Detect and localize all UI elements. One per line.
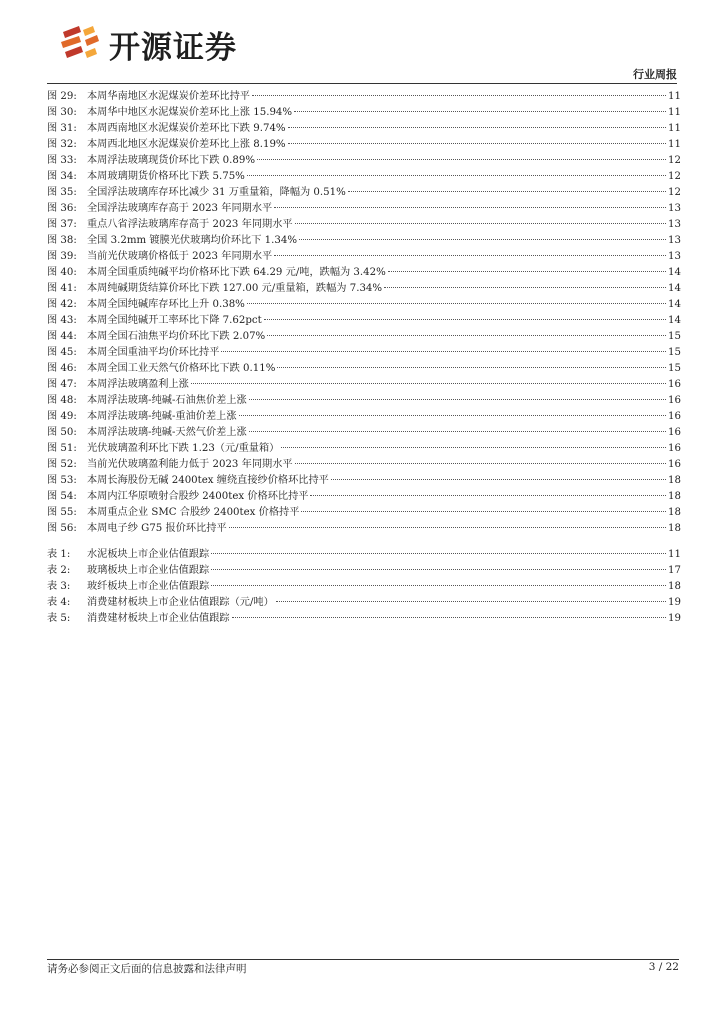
entry-label: 图 45: (47, 347, 77, 358)
dot-leader (299, 239, 666, 240)
table-toc-entry[interactable] (47, 611, 681, 627)
entry-label: 图 51: (47, 443, 77, 454)
entry-page: 14 (668, 267, 681, 278)
entry-label: 图 46: (47, 363, 77, 374)
entry-label: 图 54: (47, 491, 77, 502)
dot-leader (288, 143, 666, 144)
entry-page: 13 (668, 203, 681, 214)
entry-page: 16 (668, 459, 681, 470)
entry-title: 全国浮法玻璃库存高于 2023 年同期水平 (87, 203, 273, 214)
entry-label: 图 47: (47, 379, 77, 390)
entry-page: 15 (668, 347, 681, 358)
figure-toc-entry[interactable] (47, 249, 681, 265)
entry-title: 本周西南地区水泥煤炭价差环比下跌 9.74% (87, 123, 286, 134)
entry-page: 16 (668, 411, 681, 422)
report-type: 行业周报 (633, 68, 677, 81)
entry-label: 图 41: (47, 283, 77, 294)
entry-label: 图 42: (47, 299, 77, 310)
header-divider (47, 83, 677, 84)
dot-leader (294, 111, 666, 112)
dot-leader (310, 495, 666, 496)
entry-title: 本周重点企业 SMC 合股纱 2400tex 价格持平 (87, 507, 300, 518)
entry-title: 本周纯碱期货结算价环比下跌 127.00 元/重量箱，跌幅为 7.34% (87, 283, 383, 294)
entry-page: 19 (668, 613, 681, 624)
entry-label: 图 55: (47, 507, 77, 518)
figure-toc-entry[interactable] (47, 473, 681, 489)
dot-leader (257, 159, 666, 160)
entry-page: 16 (668, 379, 681, 390)
entry-title: 玻璃板块上市企业估值跟踪 (87, 565, 210, 576)
dot-leader (348, 191, 666, 192)
entry-title: 本周浮法玻璃-纯碱-天然气价差上涨 (87, 427, 247, 438)
entry-page: 15 (668, 363, 681, 374)
entry-page: 14 (668, 299, 681, 310)
entry-title: 本周全国纯碱库存环比上升 0.38% (87, 299, 245, 310)
page-header (47, 20, 677, 84)
dot-leader (249, 431, 666, 432)
figure-toc-entry[interactable] (47, 313, 681, 329)
dot-leader (388, 271, 666, 272)
entry-title: 本周华南地区水泥煤炭价差环比持平 (87, 91, 250, 102)
figure-toc-entry[interactable] (47, 105, 681, 121)
dot-leader (274, 255, 666, 256)
dot-leader (288, 127, 666, 128)
figure-toc-entry[interactable] (47, 233, 681, 249)
entry-title: 本周全国工业天然气价格环比下跌 0.11% (87, 363, 276, 374)
entry-page: 11 (668, 107, 681, 118)
figure-toc-entry[interactable] (47, 457, 681, 473)
entry-title: 本周全国纯碱开工率环比下降 7.62pct (87, 315, 262, 326)
dot-leader (267, 335, 666, 336)
figure-toc-entry[interactable] (47, 217, 681, 233)
table-list (47, 547, 681, 627)
company-logo (59, 22, 237, 66)
entry-page: 18 (668, 491, 681, 502)
dot-leader (281, 447, 666, 448)
figure-toc-entry[interactable] (47, 185, 681, 201)
dot-leader (191, 383, 666, 384)
entry-page: 13 (668, 235, 681, 246)
dot-leader (331, 479, 666, 480)
dot-leader (295, 223, 666, 224)
dot-leader (247, 303, 666, 304)
dot-leader (211, 585, 666, 586)
entry-label: 图 39: (47, 251, 77, 262)
entry-label: 图 32: (47, 139, 77, 150)
entry-title: 重点八省浮法玻璃库存高于 2023 年同期水平 (87, 219, 293, 230)
entry-label: 图 34: (47, 171, 77, 182)
table-toc-entry[interactable] (47, 595, 681, 611)
entry-page: 16 (668, 395, 681, 406)
entry-label: 图 36: (47, 203, 77, 214)
figure-toc-entry[interactable] (47, 297, 681, 313)
entry-label: 图 44: (47, 331, 77, 342)
dot-leader (239, 415, 667, 416)
figure-toc-entry[interactable] (47, 505, 681, 521)
figure-toc-entry[interactable] (47, 521, 681, 537)
dot-leader (301, 511, 666, 512)
figure-toc-entry[interactable] (47, 409, 681, 425)
entry-page: 15 (668, 331, 681, 342)
figure-toc-entry[interactable] (47, 489, 681, 505)
dot-leader (264, 319, 666, 320)
figure-toc-entry[interactable] (47, 201, 681, 217)
entry-title: 本周全国石油焦平均价环比下跌 2.07% (87, 331, 266, 342)
entry-label: 表 4: (47, 597, 71, 608)
entry-label: 图 53: (47, 475, 77, 486)
figure-list (47, 89, 681, 537)
entry-page: 14 (668, 315, 681, 326)
entry-label: 图 50: (47, 427, 77, 438)
footer-disclaimer: 请务必参阅正文后面的信息披露和法律声明 (47, 963, 247, 975)
entry-label: 表 3: (47, 581, 71, 592)
entry-title: 全国 3.2mm 镀膜光伏玻璃均价环比下 1.34% (87, 235, 298, 246)
entry-title: 本周内江华原喷射合股纱 2400tex 价格环比持平 (87, 491, 309, 502)
entry-label: 表 1: (47, 549, 71, 560)
dot-leader (274, 207, 666, 208)
entry-page: 16 (668, 427, 681, 438)
entry-page: 18 (668, 475, 681, 486)
entry-title: 本周长海股份无碱 2400tex 缠绕直接纱价格环比持平 (87, 475, 329, 486)
entry-label: 表 5: (47, 613, 71, 624)
entry-label: 图 38: (47, 235, 77, 246)
entry-page: 12 (668, 171, 681, 182)
entry-title: 本周浮法玻璃-纯碱-重油价差上涨 (87, 411, 237, 422)
entry-title: 本周浮法玻璃-纯碱-石油焦价差上涨 (87, 395, 247, 406)
figure-toc-entry[interactable] (47, 153, 681, 169)
figure-toc-entry[interactable] (47, 169, 681, 185)
entry-label: 图 40: (47, 267, 77, 278)
entry-title: 当前光伏玻璃盈利能力低于 2023 年同期水平 (87, 459, 293, 470)
figure-toc-entry[interactable] (47, 425, 681, 441)
table-toc-entry[interactable] (47, 563, 681, 579)
figure-toc-entry[interactable] (47, 137, 681, 153)
entry-label: 图 37: (47, 219, 77, 230)
table-toc-entry[interactable] (47, 547, 681, 563)
entry-title: 本周电子纱 G75 报价环比持平 (87, 523, 227, 534)
figure-toc-entry[interactable] (47, 441, 681, 457)
dot-leader (221, 351, 666, 352)
figure-toc-entry[interactable] (47, 265, 681, 281)
entry-title: 消费建材板块上市企业估值跟踪 (87, 613, 230, 624)
entry-label: 图 30: (47, 107, 77, 118)
entry-label: 图 43: (47, 315, 77, 326)
entry-page: 11 (668, 123, 681, 134)
entry-page: 18 (668, 581, 681, 592)
entry-title: 本周华中地区水泥煤炭价差环比上涨 15.94% (87, 107, 293, 118)
page-number: 3 / 22 (648, 961, 679, 973)
dot-leader (247, 175, 666, 176)
entry-page: 11 (668, 91, 681, 102)
entry-title: 光伏玻璃盈利环比下跌 1.23（元/重量箱） (87, 443, 280, 454)
entry-label: 图 31: (47, 123, 77, 134)
entry-title: 本周玻璃期货价格环比下跌 5.75% (87, 171, 245, 182)
entry-page: 13 (668, 219, 681, 230)
entry-title: 本周全国重质纯碱平均价格环比下跌 64.29 元/吨，跌幅为 3.42% (87, 267, 386, 278)
dot-leader (211, 553, 666, 554)
entry-title: 全国浮法玻璃库存环比减少 31 万重量箱，降幅为 0.51% (87, 187, 346, 198)
entry-page: 16 (668, 443, 681, 454)
footer-divider (47, 959, 679, 960)
entry-page: 12 (668, 187, 681, 198)
dot-leader (276, 601, 666, 602)
entry-title: 本周西北地区水泥煤炭价差环比上涨 8.19% (87, 139, 286, 150)
table-toc-entry[interactable] (47, 579, 681, 595)
entry-title: 当前光伏玻璃价格低于 2023 年同期水平 (87, 251, 273, 262)
dot-leader (295, 463, 666, 464)
figure-toc-entry[interactable] (47, 393, 681, 409)
entry-page: 17 (668, 565, 681, 576)
entry-page: 19 (668, 597, 681, 608)
figure-toc-entry[interactable] (47, 121, 681, 137)
entry-page: 18 (668, 507, 681, 518)
entry-label: 图 48: (47, 395, 77, 406)
entry-title: 玻纤板块上市企业估值跟踪 (87, 581, 210, 592)
entry-page: 13 (668, 251, 681, 262)
entry-page: 12 (668, 155, 681, 166)
dot-leader (249, 399, 666, 400)
dot-leader (277, 367, 666, 368)
figure-toc-entry[interactable] (47, 281, 681, 297)
dot-leader (229, 527, 666, 528)
entry-label: 图 49: (47, 411, 77, 422)
dot-leader (252, 95, 666, 96)
entry-label: 图 35: (47, 187, 77, 198)
dot-leader (232, 617, 666, 618)
entry-label: 图 56: (47, 523, 77, 534)
entry-page: 11 (668, 549, 681, 560)
entry-label: 表 2: (47, 565, 71, 576)
entry-title: 本周浮法玻璃盈利上涨 (87, 379, 189, 390)
entry-label: 图 52: (47, 459, 77, 470)
figure-toc-entry[interactable] (47, 361, 681, 377)
kaiyuan-logo-icon (59, 24, 103, 64)
figure-toc-entry[interactable] (47, 345, 681, 361)
entry-page: 18 (668, 523, 681, 534)
dot-leader (384, 287, 666, 288)
entry-page: 14 (668, 283, 681, 294)
entry-title: 本周全国重油平均价环比持平 (87, 347, 220, 358)
figure-toc-entry[interactable] (47, 329, 681, 345)
company-name: 开源证券 (109, 29, 237, 66)
dot-leader (211, 569, 666, 570)
entry-title: 本周浮法玻璃现货价环比下跌 0.89% (87, 155, 256, 166)
entry-label: 图 33: (47, 155, 77, 166)
entry-page: 11 (668, 139, 681, 150)
entry-title: 消费建材板块上市企业估值跟踪（元/吨） (87, 597, 274, 608)
figure-toc-entry[interactable] (47, 89, 681, 105)
entry-label: 图 29: (47, 91, 77, 102)
figure-toc-entry[interactable] (47, 377, 681, 393)
entry-title: 水泥板块上市企业估值跟踪 (87, 549, 210, 560)
